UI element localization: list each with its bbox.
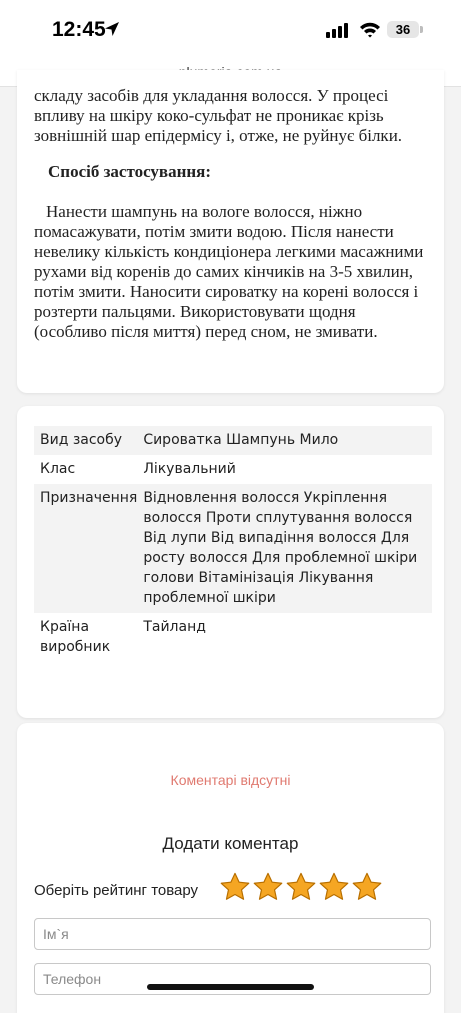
spec-key: Вид засобу (34, 426, 137, 455)
status-time: 12:45 (52, 18, 106, 41)
status-bar (0, 0, 461, 58)
battery-cap (420, 26, 423, 33)
description-card (17, 70, 444, 393)
star-icon[interactable] (351, 871, 383, 903)
add-comment-title: Додати коментар (162, 834, 299, 853)
table-row (34, 613, 432, 662)
table-row (34, 484, 432, 613)
comments-card (17, 723, 444, 1013)
star-icon[interactable] (285, 871, 317, 903)
spec-value: Тайланд (143, 619, 206, 635)
name-input[interactable] (34, 918, 431, 950)
star-icon[interactable] (318, 871, 350, 903)
star-icon[interactable] (252, 871, 284, 903)
usage-text: Нанести шампунь на вологе волосся, ніжно помасажувати, потім змити водою. Після нанести невелику кількість кондиціонера легкими масажними рухами від коренів до самих кінчиків на 3-5 хвилин, потім змити. Наносити сироватку на корені волосся і розтерти пальцями. Використовувати щодня (особливо після миття) перед сном, не змивати. (34, 202, 424, 341)
spec-key: Призначення (34, 484, 137, 613)
table-row (34, 455, 432, 484)
star-icon[interactable] (219, 871, 251, 903)
no-comments-text: Коментарі відсутні (170, 772, 291, 788)
spec-key: Країна виробник (40, 619, 111, 655)
home-indicator (147, 984, 314, 990)
battery-level: 36 (395, 22, 411, 37)
spec-key: Клас (40, 461, 76, 477)
usage-title: Спосіб застосування: (48, 162, 212, 181)
location-arrow-icon (104, 21, 120, 37)
specs-card (17, 406, 444, 718)
table-row (34, 426, 432, 455)
wifi-icon (359, 21, 381, 38)
rating-label: Оберіть рейтинг товару (34, 882, 199, 899)
spec-value: Відновлення волосся Укріплення волосся Проти сплутування волосся Від лупи Від випадіння волосся Для росту волосся Для проблемної шкіри голови Вітамінізація Лікування проблемної шкіри (137, 484, 432, 613)
spec-value: Сироватка Шампунь Мило (137, 426, 432, 455)
spec-value: Лікувальний (143, 461, 236, 477)
battery-icon (387, 21, 419, 38)
rating-stars[interactable] (219, 871, 384, 908)
specs-table (34, 426, 432, 662)
cellular-signal-icon (326, 22, 350, 38)
description-intro: складу засобів для укладання волосся. У процесі впливу на шкіру коко-сульфат не проникає крізь зовнішній шар епідермісу і, отже, не руйнує білки. (34, 86, 403, 145)
phone-input[interactable] (34, 963, 431, 995)
